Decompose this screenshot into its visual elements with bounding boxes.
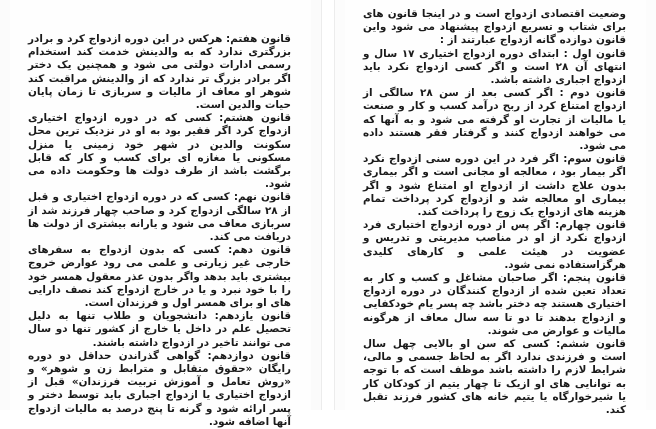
left-page-photo <box>0 0 322 428</box>
law-9-paragraph: قانون نهم: کسی که در دوره ازدواج اختیاری و قبل از ۲۸ سالگی ازدواج کرد و صاحب چهار فرزند شد از سربازی معاف می شود و یارانه بیشتری از دولت ها دریافت می کند. <box>28 191 291 244</box>
law-1-paragraph: قانون اول : ابتدای دوره ازدواج اختیاری ۱۷ سال و انتهای آن ۲۸ است و اگر کسی ازدواج نکرد باید ازدواج اجباری داشته باشد. <box>363 47 626 87</box>
law-11-paragraph: قانون یازدهم: دانشجویان و طلاب تنها به دلیل تحصیل علم در داخل یا خارج از کشور تنها دو سال می توانند تاخیر در ازدواج داشته باشند. <box>28 310 291 349</box>
right-page-photo <box>334 0 656 417</box>
left-page-text <box>28 33 291 429</box>
law-4-paragraph: قانون چهارم: اگر پس از دوره ازدواج اختیاری فرد ازدواج نکرد از او در مناصب مدیریتی و تدریس و عضویت در هیئت علمی و کارهای کلیدی هرگزاستفاده نمی شود. <box>363 219 626 271</box>
law-3-paragraph: قانون سوم: اگر فرد در این دوره سنی ازدواج نکرد اگر بیمار بود ، معالجه او مجانی است و اگر بیماری بدون علاج داشت از ازدواج او امتناع شود و اگر بیماری او معالجه شد و ازدواج کرد پرداخت تمام هزینه های ازدواج یک زوج را پرداخت کند. <box>363 153 626 219</box>
law-8-paragraph: قانون هشتم: کسی که در دوره ازدواج اختیاری ازدواج کرد اگر فقیر بود به او در نزدیک ترین محل سکونت والدین در شهر خود زمینی یا منزل مسکونی یا مغازه ای برای کسب و کار که قابل برگشت باشد از طرف دولت ها وحکومت داده می شود. <box>28 112 291 191</box>
law-6-paragraph: قانون ششم: کسی که سن او بالایی چهل سال است و فرزندی ندارد اگر به لحاظ جسمی و مالی، شرایط لازم را داشته باشد موظف است که با توجه به توانایی های او ازیک تا چهار یتیم از کودکان کار یا شیرخوارگاه یا یتیم خانه های کشور فرزند تقبل کند. <box>363 338 626 417</box>
intro-paragraph: وضعیت اقتصادی ازدواج است و در اینجا قانون های برای شتاب و تسریع ازدواج پیشنهاد می شود واین قانون دوازده گانه ازدواج عبارتند از : <box>363 8 626 47</box>
left-page <box>10 0 311 428</box>
right-page-text <box>363 8 626 417</box>
law-2-paragraph: قانون دوم : اگر کسی بعد از سن ۲۸ سالگی از ازدواج امتناع کرد از ربح درآمد کسب و کار و صنعت یا مالیات از تجارت او گرفته می شود و به آنها که می خواهند ازدواج کنند و گرفتار فقر هستند داده می شود. <box>363 87 626 153</box>
right-page <box>345 0 646 417</box>
law-7-paragraph: قانون هفتم: هرکس در این دوره ازدواج کرد و برادر بزرگتری ندارد که به والدینش خدمت کند استخدام رسمی ادارات دولتی می شود و همچنین یک دختر اگر برادر بزرگ تر ندارد که از والدینش مراقبت کند شوهر او معاف از مالیات و سربازی تا زمان پایان حیات والدین است. <box>28 33 291 112</box>
law-10-paragraph: قانون دهم: کسی که بدون ازدواج به سفرهای خارجی غیر زیارتی و علمی می رود عوارض خروج بیشتری باید بدهد واگر بدون عذر معقول همسر خود را با خود نبرد و یا در خارج ازدواج کند نصف دارایی های او برای همسر اول و فرزندان است. <box>28 244 291 310</box>
law-5-paragraph: قانون پنجم: اگر صاحبان مشاغل و کسب و کار به تعداد تعین شده از ازدواج کنندگان در دوره ازدواج اختیاری هستند چه دختر باشد چه پسر یام خودکفایی و ازدواج بدهند تا دو تا سه سال معاف از هرگونه مالیات و عوارض می شوند. <box>363 272 626 337</box>
law-12-paragraph: قانون دوازدهم: گواهی گذراندن حداقل دو دوره رایگان «حقوق متقابل و مترابط زن و شوهر» و «روش تعامل و آموزش تربیت فرزندان» قبل از ازدواج اختیاری یا ازدواج اجباری باید توسط دختر و پسر ارائه شود و گرنه تا پنج درصد به مالیات ازدواج آنها اضافه شود. <box>28 349 291 428</box>
